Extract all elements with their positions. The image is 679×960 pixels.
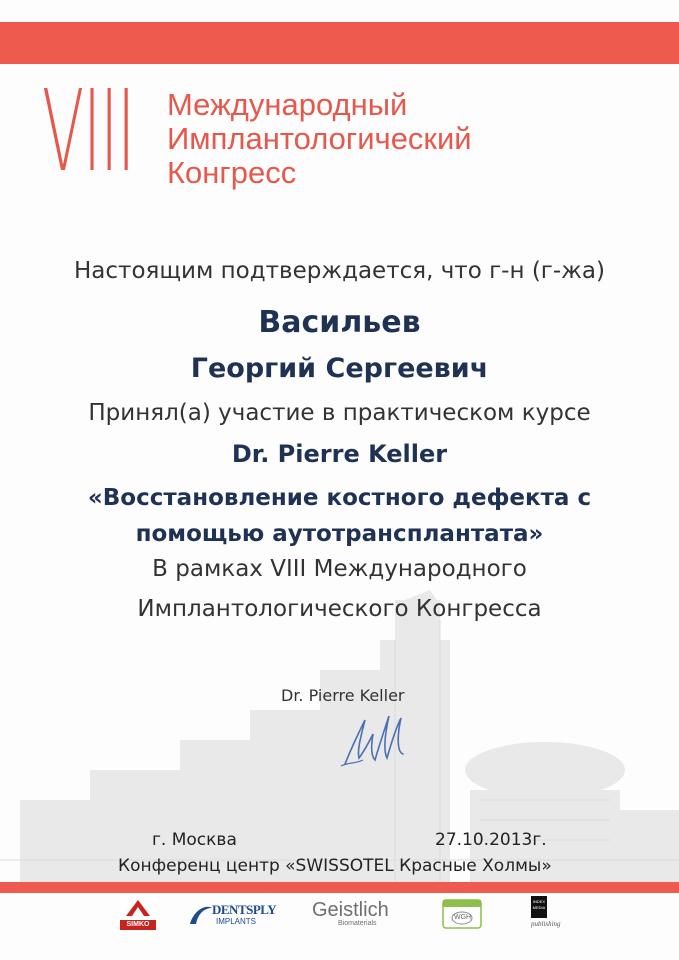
congress-title bbox=[167, 88, 472, 190]
course-title bbox=[0, 480, 679, 552]
wgh-logo bbox=[442, 899, 482, 929]
event-city: г. Москва bbox=[152, 830, 237, 850]
confirmation-text: Настоящим подтверждается, что г-н (г-жа) bbox=[74, 258, 605, 284]
recipient-given-names: Георгий Сергеевич bbox=[190, 353, 489, 384]
framework-line-2: Имплантологического Конгресса bbox=[137, 596, 542, 622]
congress-title-line-2: Имплантологический bbox=[167, 121, 472, 156]
indexmedia-wordmark: INDEX MEDIA bbox=[531, 896, 547, 918]
participation-text: Принял(а) участие в практическом курсе bbox=[88, 400, 591, 426]
course-title-line-2: помощью аутотрансплантата» bbox=[135, 521, 544, 547]
event-date: 27.10.2013г. bbox=[435, 830, 547, 850]
wgh-wordmark: WGH bbox=[454, 914, 472, 921]
recipient-surname: Васильев bbox=[258, 305, 421, 340]
framework-line-1: В рамках VIII Международного bbox=[152, 556, 527, 582]
indexmedia-script: publishing bbox=[531, 920, 561, 928]
simko-emblem-icon bbox=[120, 896, 156, 920]
geistlich-wordmark: Geistlich bbox=[312, 899, 389, 921]
signatory-name: Dr. Pierre Keller bbox=[281, 686, 405, 705]
dentsply-logo bbox=[188, 900, 288, 930]
top-red-band bbox=[0, 22, 679, 64]
geistlich-logo bbox=[312, 900, 389, 927]
dentsply-swoosh-icon bbox=[188, 902, 214, 928]
simko-wordmark: SIMKO bbox=[120, 920, 156, 930]
congress-title-line-1: Международный bbox=[167, 87, 408, 122]
simko-logo bbox=[120, 896, 156, 930]
geistlich-subtitle: Biomaterials bbox=[338, 920, 377, 927]
dentsply-wordmark: DENTSPLY bbox=[212, 902, 277, 917]
dentsply-subtitle: IMPLANTS bbox=[216, 917, 257, 926]
congress-number: VIII bbox=[42, 67, 135, 197]
congress-title-line-3: Конгресс bbox=[167, 155, 297, 190]
lecturer-name: Dr. Pierre Keller bbox=[231, 440, 448, 468]
event-venue: Конференц центр «SWISSOTEL Красные Холмы» bbox=[118, 856, 552, 876]
indexmedia-logo bbox=[531, 896, 561, 936]
bottom-red-band bbox=[0, 882, 679, 893]
course-title-line-1: «Восстановление костного дефекта с bbox=[87, 485, 592, 511]
handwritten-signature bbox=[335, 706, 415, 772]
